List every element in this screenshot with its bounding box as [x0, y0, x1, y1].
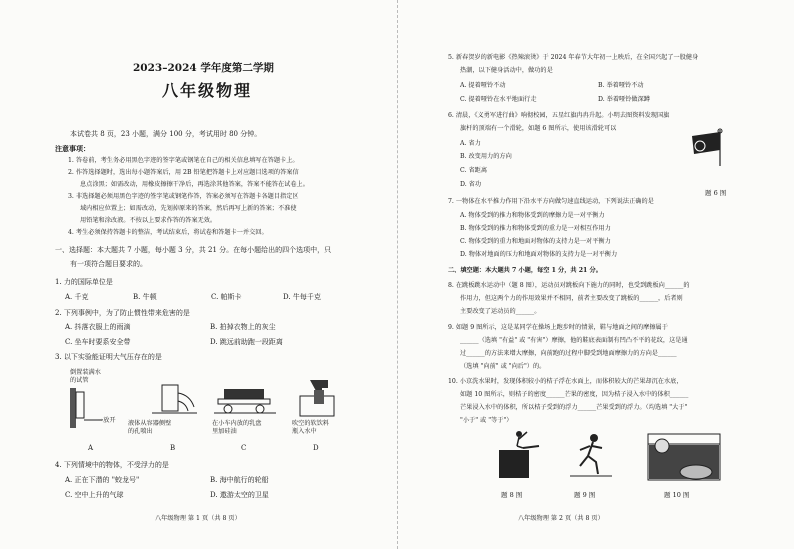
q2-option-d: D. 跳远前助跑一段距离 [210, 338, 283, 346]
exam-intro: 本试卷共 8 页，23 小题，满分 100 分，考试用时 80 分钟。 [70, 130, 262, 138]
fruits-in-water-figure [646, 432, 722, 482]
q1-option-c: C. 帕斯卡 [211, 293, 242, 301]
runner-figure [568, 432, 614, 478]
q6-option-c: C. 省距离 [460, 167, 488, 174]
notes-title: 注意事项： [55, 144, 90, 153]
q6-option-b: B. 改变用力的方向 [460, 153, 512, 160]
q6-stem: 6. 清晨，《义勇军进行曲》响彻校园，五星红旗冉冉升起。小明去图资料发现国旗 [448, 112, 670, 119]
q7-option-d: D. 物体对地面的压力和地面对物体的支持力是一对平衡力 [460, 251, 618, 258]
q9-line: （选填 "向前" 或 "向后"）的。 [460, 363, 546, 370]
q3-label-b: B [170, 444, 176, 452]
q2-stem: 2. 下列事例中，为了防止惯性带来危害的是 [55, 309, 190, 317]
q5-stem-cont: 热潮，以下健身活动中，做功的是 [460, 67, 553, 74]
q2-option-a: A. 抖落衣服上的雨滴 [65, 323, 131, 331]
q10-line: 芒果浸入水中的体积，所以桔子受到的浮力______芒果受到的浮力。（均选填 "大于" [460, 404, 688, 411]
q4-option-a: A. 正在下潜的 "蛟龙号" [65, 476, 140, 484]
q3-figure-b-caption: 液体从容器侧壁 的孔喷出 [128, 420, 172, 435]
q6-option-a: A. 省力 [460, 140, 481, 147]
q2-option-b: B. 拍掉衣物上的灰尘 [210, 323, 276, 331]
q9-line: 9. 如题 9 图所示，这是某同学在操场上跑步时的情景，鞋与地面之间的摩擦属于 [448, 324, 668, 331]
q4-option-d: D. 遨游太空的卫星 [210, 491, 269, 499]
bottle-figure [292, 378, 342, 418]
note-line: 1. 答卷前，考生务必用黑色字迹的签字笔或钢笔在自己的相关信息填写在答题卡上。 [68, 157, 299, 164]
q5-option-a: A. 提着哑铃不动 [460, 82, 506, 89]
figure8-caption: 题 8 图 [501, 491, 523, 499]
q3-figure-a-arrow: →放开 [98, 417, 116, 424]
diver-figure [493, 428, 543, 480]
q1-option-d: D. 牛每千克 [283, 293, 321, 301]
page-footer: 八年级物理 第 2 页（共 8 页） [518, 515, 604, 522]
note-line: 4. 考生必须保持答题卡的整洁，考试结束后，将试卷和答题卡一并交回。 [68, 229, 268, 236]
container-jet-figure [142, 383, 202, 419]
q7-option-b: B. 物体受到的推力和物体受到的重力是一对相互作用力 [460, 225, 611, 232]
q4-option-b: B. 海中航行的轮船 [210, 476, 269, 484]
figure9-caption: 题 9 图 [574, 491, 596, 499]
q10-line: "小于" 或 "等于"） [460, 417, 513, 424]
note-line: 息点涂黑；如需改动，用橡皮擦擦干净后，再选涂其他答案，答案不能答在试卷上。 [80, 181, 309, 188]
q4-stem: 4. 下列情境中的物体，不受浮力的是 [55, 461, 169, 469]
section1-heading: 一、选择题：本大题共 7 小题，每小题 3 分，共 21 分。在每小题给出的四个选项中，只 [55, 246, 332, 254]
q3-figure-c-caption: 在小车内放的乳盘 里加硅油 [212, 420, 262, 435]
q5-option-d: D. 举着哑铃做深蹲 [598, 96, 650, 103]
note-line: 2. 作答选择题时，选出每小题答案后，用 2B 铅笔把答题卡上对应题目选项的答案信 [68, 169, 299, 176]
page-footer: 八年级物理 第 1 页（共 8 页） [155, 515, 241, 522]
q6-stem-cont: 旗杆的顶端有一个滑轮，如题 6 图所示，使用该滑轮可以 [460, 125, 617, 132]
q7-option-a: A. 物体受到的推力和物体受到的摩擦力是一对平衡力 [460, 212, 605, 219]
q8-line: 8. 在跳板跳水运动中（题 8 图），运动员对跳板向下施力的同时，也受到跳板向______的 [448, 282, 690, 289]
q1-option-a: A. 千克 [65, 293, 89, 301]
section2-heading: 二、填空题：本大题共 7 小题，每空 1 分，共 21 分。 [448, 267, 602, 274]
q3-label-d: D [313, 444, 319, 452]
exam-page-2 [397, 0, 794, 549]
q3-stem: 3. 以下实验能证明大气压存在的是 [55, 353, 162, 361]
q9-line: ______（选填 "有益" 或 "有害"）摩擦，他的鞋底表面制有凹凸不平的花纹，这是通 [460, 337, 688, 344]
q3-figure-d-caption: 吹空的软饮料 瓶入水中 [292, 420, 330, 435]
cart-figure [210, 385, 280, 417]
q5-option-c: C. 提着哑铃在水平地面行走 [460, 96, 537, 103]
note-line: 域内相应位置上；如需改动，先划掉原来的答案，然后再写上新的答案；不准使 [80, 205, 297, 212]
q2-option-c: C. 坐车时要系安全带 [65, 338, 131, 346]
exam-year-title: 2023–2024 学年度第二学期 [133, 62, 274, 74]
figure6-caption: 题 6 图 [705, 189, 727, 197]
q1-option-b: B. 牛顿 [133, 293, 157, 301]
q9-line: 过______的方法来增大摩擦，向前跑的过程中脚受到地面摩擦力的方向是______ [460, 350, 677, 357]
q3-figure-a-caption: 倒置装满水 的试管 [70, 369, 101, 384]
figure10-caption: 题 10 图 [664, 491, 690, 499]
q8-line: 主要改变了运动员的______。 [460, 308, 541, 315]
q10-line: 10. 小京洗水果时，发现体积较小的桔子浮在水面上，而体积较大的芒果却沉在水底， [448, 378, 683, 385]
section1-heading-cont: 有一项符合题目要求的。 [70, 260, 147, 268]
q6-option-d: D. 省功 [460, 181, 482, 188]
exam-subject-title: 八年级物理 [162, 81, 253, 100]
q1-stem: 1. 力的国际单位是 [55, 278, 113, 286]
q3-label-a: A [88, 444, 94, 452]
q4-option-c: C. 空中上升的气球 [65, 491, 124, 499]
q10-line: 如题 10 图所示，则桔子的密度______芒果的密度，因为桔子浸入水中的体积______ [460, 391, 689, 398]
q5-stem: 5. 新春贺岁的新电影《热辣滚烫》于 2024 年春节大年初一上映后，在全国兴起了一股健身 [448, 54, 699, 61]
q3-label-c: C [241, 444, 247, 452]
q8-line: 作用力，但这两个力的作用效果并不相同，前者主要改变了跳板的______，后者则 [460, 295, 683, 302]
q7-stem: 7. 一物体在水平推力作用下沿水平方向做匀速直线运动，下列说法正确的是 [448, 198, 654, 205]
q7-option-c: C. 物体受到的重力和地面对物体的支持力是一对平衡力 [460, 238, 611, 245]
note-line: 3. 非选择题必须用黑色字迹的签字笔或钢笔作答，答案必须写在答题卡各题目指定区 [68, 193, 299, 200]
flag-pulley-figure [680, 128, 730, 168]
q5-option-b: B. 举着哑铃不动 [598, 82, 644, 89]
note-line: 用铅笔和涂改液。不按以上要求作答的答案无效。 [80, 217, 217, 224]
